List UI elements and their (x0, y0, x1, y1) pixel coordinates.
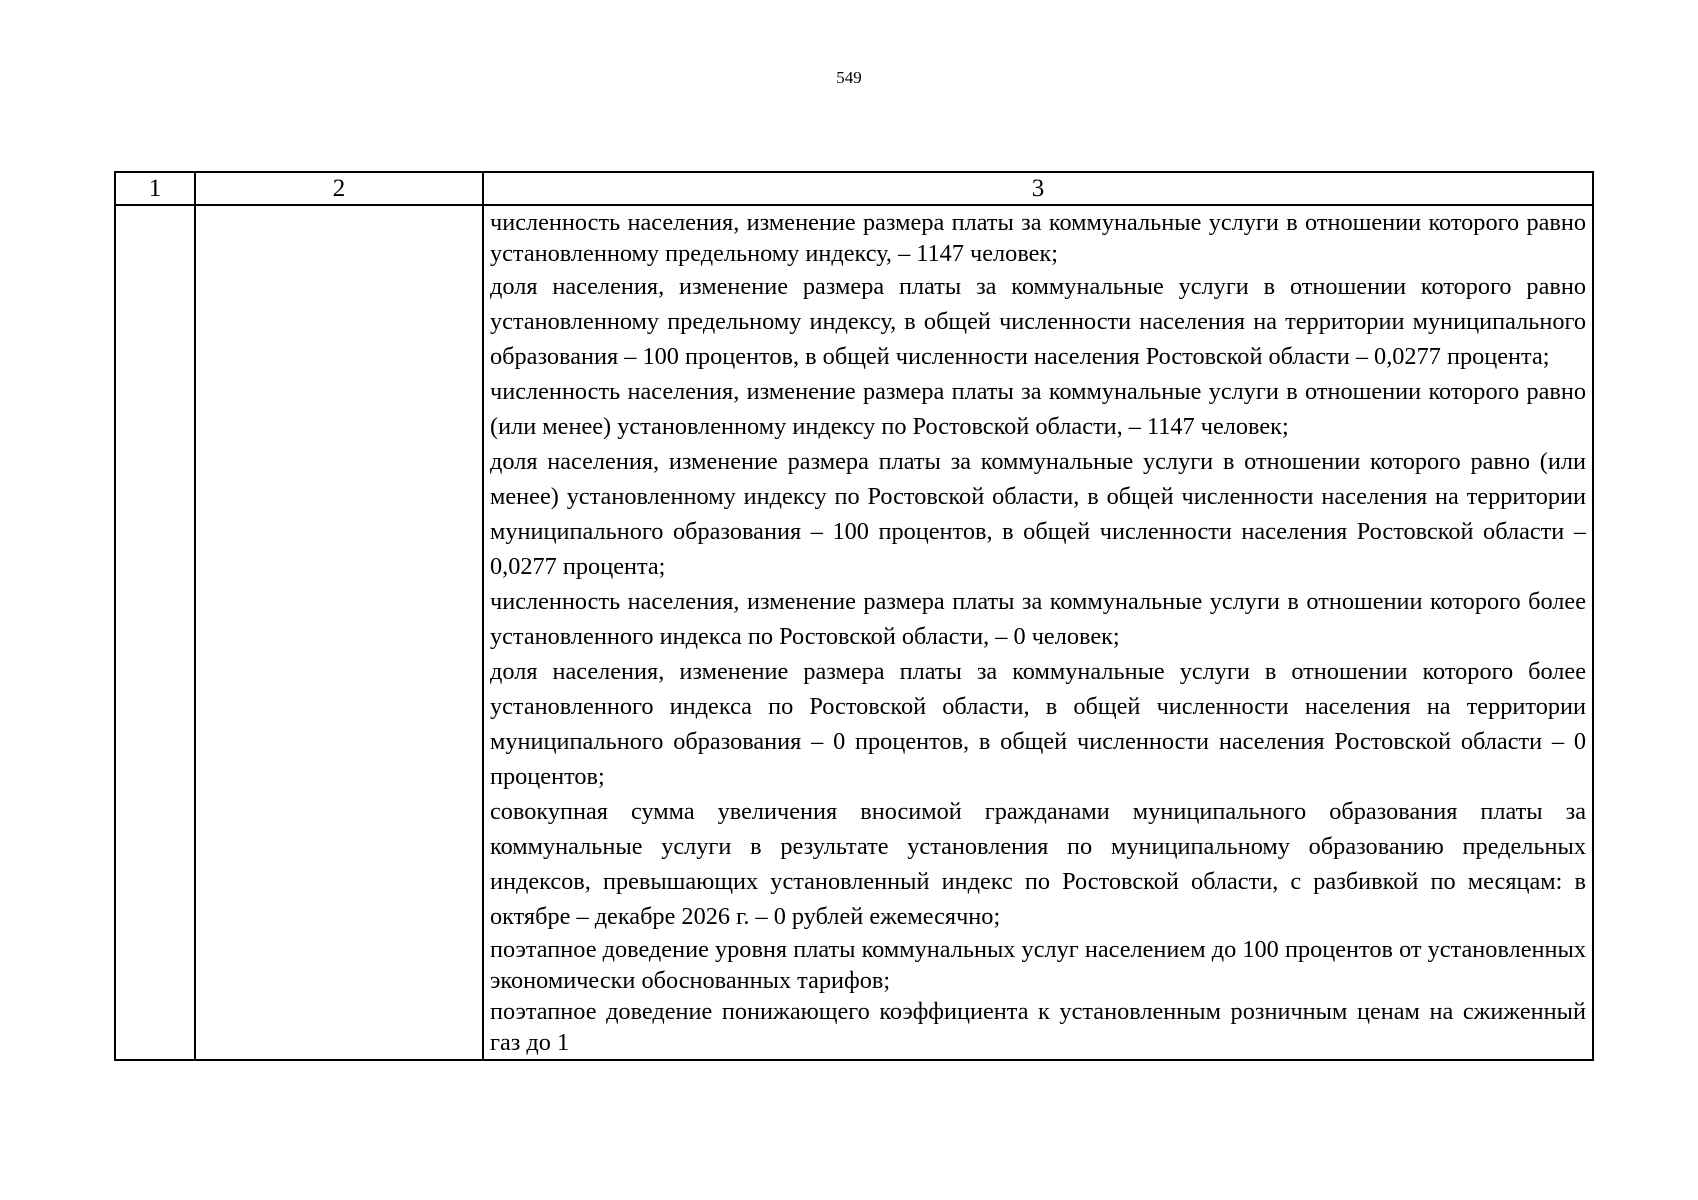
column-header-2: 2 (195, 172, 483, 205)
data-table (114, 171, 1594, 1061)
paragraph-9: поэтапное доведение понижающего коэффициента к установленным розничным ценам на сжиженный газ до 1 (490, 998, 1586, 1056)
page-number: 549 (836, 68, 862, 87)
paragraph-5: численность населения, изменение размера платы за коммунальные услуги в отношении которого более установленного индекса по Ростовской области, – 0 человек; (490, 588, 1586, 650)
column-header-1: 1 (115, 172, 195, 205)
cell-column-2 (195, 205, 483, 1060)
column-header-3: 3 (483, 172, 1593, 205)
paragraph-7: совокупная сумма увеличения вносимой гражданами муниципального образования платы за коммунальные услуги в результате установления по муниципальному образованию предельных индексов, превышающих установленный индекс по Ростовской области, с разбивкой по месяцам: в октябре – декабре 2026 г. – 0 рублей ежемесячно; (490, 798, 1586, 930)
paragraph-6: доля населения, изменение размера платы за коммунальные услуги в отношении которого более установленного индекса по Ростовской области, в общей численности населения на территории муниципального образования – 0 процентов, в общей численности населения Ростовской области – 0 процентов; (490, 658, 1586, 790)
paragraph-4: доля населения, изменение размера платы за коммунальные услуги в отношении которого равно (или менее) установленному индексу по Ростовской области, в общей численности населения на территории муниципального образования – 100 процентов, в общей численности населения Ростовской области – 0,0277 процента; (490, 448, 1586, 580)
paragraph-2: доля населения, изменение размера платы за коммунальные услуги в отношении которого равно установленному предельному индексу, в общей численности населения на территории муниципального образования – 100 процентов, в общей численности населения Ростовской области – 0,0277 процента; (490, 273, 1586, 370)
cell-column-3 (483, 205, 1593, 1060)
table-row (115, 205, 1593, 1060)
paragraph-1: численность населения, изменение размера платы за коммунальные услуги в отношении которого равно установленному предельному индексу, – 1147 человек; (490, 209, 1586, 267)
paragraph-8: поэтапное доведение уровня платы коммунальных услуг населением до 100 процентов от установленных экономически обоснованных тарифов; (490, 936, 1586, 994)
cell-column-1 (115, 205, 195, 1060)
table-header-row (115, 172, 1593, 205)
paragraph-3: численность населения, изменение размера платы за коммунальные услуги в отношении которого равно (или менее) установленному индексу по Ростовской области, – 1147 человек; (490, 378, 1586, 440)
